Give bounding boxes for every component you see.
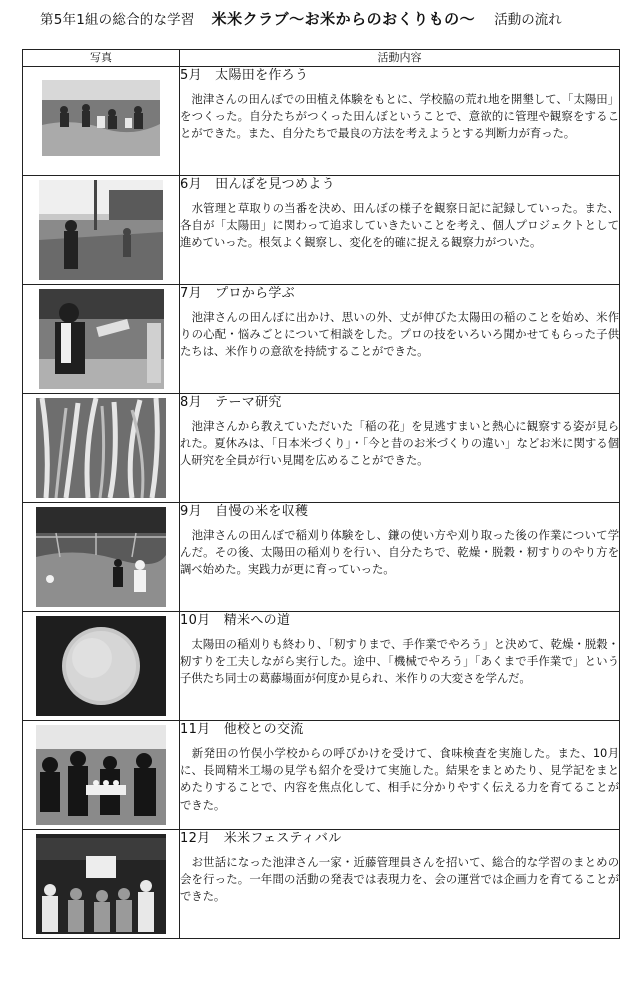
table-row (23, 67, 620, 176)
photo-exchange (36, 725, 166, 825)
month-title: 7月 プロから学ぶ (180, 286, 295, 301)
page-title: 米米クラブ～お米からのおくりもの～ (211, 10, 476, 28)
month-title: 6月 田んぼを見つめよう (180, 177, 335, 192)
column-header-photo: 写真 (23, 50, 180, 67)
page-header (40, 8, 630, 34)
table-row (23, 830, 620, 939)
class-label: 第5年1組の総合的な学習 (40, 12, 195, 28)
photo-festival (36, 834, 166, 934)
activity-description: 池津さんの田んぼでの田植え体験をもとに、学校脇の荒れ地を開墾して、「太陽田」をつくった。自分たちがつくった田んぼということで、意欲的に管理や観察をすることができた。また、自分たちで最良の方法を考えようとする判断力が育った。 (180, 92, 619, 141)
activity-description: お世話になった池津さん一家・近藤管理員さんを招いて、総合的な学習のまとめの会を行った。一年間の活動の発表では表現力を、会の運営では企画力を育てることができた。 (180, 855, 619, 904)
table-row (23, 503, 620, 612)
photo-rice-plants (36, 398, 166, 498)
activity-description: 池津さんの田んぼに出かけ、思いの外、丈が伸びた太陽田の稲のことを始め、米作りの心配・悩みごとについて相談をした。プロの技をいろいろ聞かせてもらった子供たちは、米作りの意欲を持続することができた。 (180, 310, 619, 359)
month-title: 9月 自慢の米を収穫 (180, 504, 309, 519)
activity-description: 池津さんの田んぼで稲刈り体験をし、鎌の使い方や刈り取った後の作業について学んだ。その後、太陽田の稲刈りを行い、自分たちで、乾燥・脱穀・籾すりのやり方を調べ始めた。実践力が更に育っていった。 (180, 528, 619, 577)
table-row (23, 394, 620, 503)
table-row (23, 285, 620, 394)
activity-description: 池津さんから教えていただいた「稲の花」を見逃すまいと熱心に観察する姿が見られた。夏休みは、「日本米づくり」・「今と昔のお米づくりの違い」などお米に関する個人研究を全員が行い見聞を広めることができた。 (180, 419, 619, 468)
month-title: 5月 太陽田を作ろう (180, 68, 309, 83)
photo-harvest (36, 507, 166, 607)
column-header-content: 活動内容 (180, 50, 620, 67)
month-title: 11月 他校との交流 (180, 722, 304, 737)
month-title: 8月 テーマ研究 (180, 395, 282, 410)
activity-description: 水管理と草取りの当番を決め、田んぼの様子を観察日記に記録していった。また、各自が「太陽田」に関わって追求していきたいことを考え、個人プロジェクトとして進めていった。根気よく観察し、変化を的確に捉える観察力がついた。 (180, 201, 619, 250)
photo-paddy-observation (39, 180, 163, 280)
month-title: 10月 精米への道 (180, 613, 291, 628)
page-subtitle: 活動の流れ (494, 12, 562, 28)
photo-farmer (39, 289, 164, 389)
table-header-row (23, 50, 620, 67)
table-row (23, 176, 620, 285)
activity-table (22, 49, 620, 939)
activity-description: 新発田の竹俣小学校からの呼びかけを受けて、食味検査を実施した。また、10月に、長岡精米工場の見学も紹介を受けて実施した。結果をまとめたり、見学記をまとめたりすることで、内容を焦点化して、相手に分かりやすく伝える力を育てることができた。 (180, 746, 619, 812)
photo-rice-planting (42, 80, 160, 156)
table-row (23, 721, 620, 830)
photo-rice-plate (36, 616, 166, 716)
month-title: 12月 米米フェスティバル (180, 831, 342, 846)
activity-description: 太陽田の稲刈りも終わり、「籾すりまで、手作業でやろう」と決めて、乾燥・脱穀・籾すりを工夫しながら実行した。途中、「機械でやろう」「あくまで手作業で」という子供たち同士の葛藤場面が何度か見られ、米作りの大変さを学んだ。 (180, 637, 619, 686)
table-row (23, 612, 620, 721)
